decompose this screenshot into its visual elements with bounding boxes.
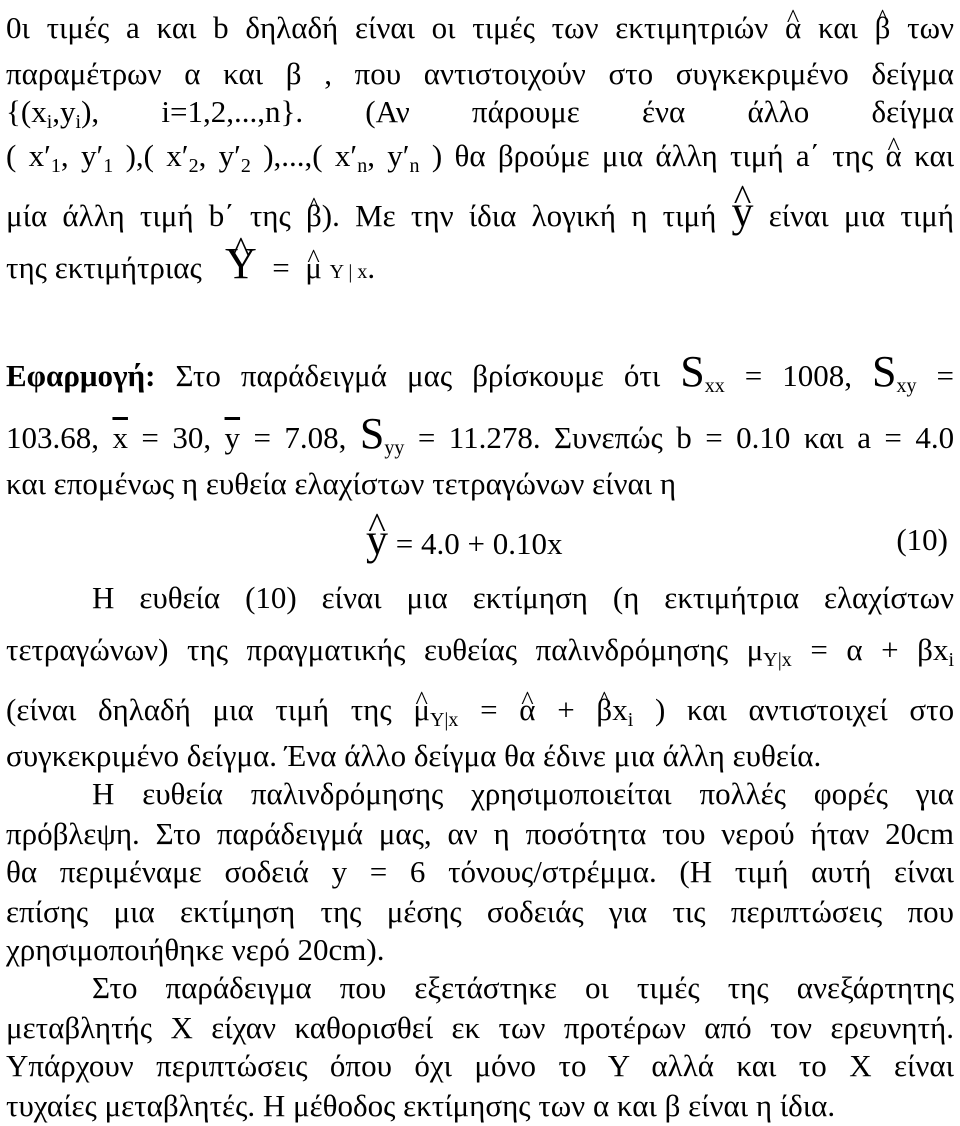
- alpha-hat: ^ α: [519, 690, 535, 730]
- line-17: θα περιμέναμε σοδειά y = 6 τόνους/στρέμμα. (Η τιμή αυτή είναι: [6, 854, 954, 889]
- y-hat: ^ y: [732, 192, 754, 232]
- beta-hat: ^ β: [596, 690, 612, 730]
- line-6: της εκτιμήτριας ^ Y = ^ μ Y | x.: [6, 244, 954, 292]
- Y-hat: ^ Y: [225, 244, 257, 284]
- line-3: {$(x_i,y_i)$, i=1,2,...,n}. (Αν πάρουμε ένα άλλο δείγμα: [6, 94, 954, 133]
- mu-hat: ^ μ: [305, 248, 322, 288]
- line-9: και επομένως η ευθεία ελαχίστων τετραγώνων είναι η: [6, 466, 677, 501]
- mu-hat: ^ μ: [413, 690, 430, 730]
- y-hat: ^ y: [366, 520, 388, 560]
- alpha-hat: ^ α: [785, 8, 801, 48]
- line-13: (είναι δηλαδή μια τιμή της ^ $\mu_{Y|x}$ = ^ α + ^ $\beta x_i$ ) και αντιστοιχεί στο: [6, 690, 954, 740]
- line-8: 103.68, $\overline{x} = 30$, $\overline{y} = 7.08$, $S_{yy} = 11.278$. Συνεπώς b = 0.10 και a = 4.0: [6, 409, 955, 459]
- line-1: 0ι τιμές a και b δηλαδή είναι οι τιμές των εκτιμητριών ^ α και ^ β των: [6, 8, 954, 48]
- line-22: Υπάρχουν περιπτώσεις όπου όχι μόνο το Υ αλλά και το Χ είναι: [6, 1048, 954, 1083]
- line-2: παραμέτρων α και β , που αντιστοιχούν στο συγκεκριμένο δείγμα: [6, 56, 954, 91]
- line-14: συγκεκριμένο δείγμα. Ένα άλλο δείγμα θα έδινε μια άλλη ευθεία.: [6, 738, 822, 773]
- line-19: χρησιμοποιήθηκε νερό 20cm).: [6, 932, 385, 967]
- alpha-hat: ^ α: [886, 136, 902, 176]
- section-label: Εφαρμογή:: [6, 358, 156, 393]
- line-16: πρόβλεψη. Στο παράδειγμά μας, αν η ποσότητα του νερού ήταν 20cm: [6, 816, 954, 851]
- beta-hat: ^ β: [306, 196, 322, 236]
- line-18: επίσης μια εκτίμηση της μέσης σοδειάς για τις περιπτώσεις που: [6, 894, 954, 929]
- equation-10: ^ y = 4.0 + 0.10x (10): [366, 520, 954, 564]
- line-7: Εφαρμογή: Στο παράδειγμά μας βρίσκουμε ότι $S_{xx} = 1008$, $S_{xy}$ =: [6, 347, 954, 397]
- line-20: Στο παράδειγμα που εξετάστηκε οι τιμές της ανεξάρτητης: [92, 970, 954, 1005]
- line-21: μεταβλητής Χ είχαν καθορισθεί εκ των προτέρων από τον ερευνητή.: [6, 1010, 954, 1045]
- beta-hat: ^ β: [875, 8, 891, 48]
- line-11: Η ευθεία (10) είναι μια εκτίμηση (η εκτιμήτρια ελαχίστων: [92, 580, 954, 615]
- line-23: τυχαίες μεταβλητές. Η μέθοδος εκτίμησης των α και β είναι η ίδια.: [6, 1088, 836, 1123]
- line-4: ( x ′ $_1$, y ′ $_1$ ),( x ′ $_2$, y ′ $_2$ ),...,( x ′ $_n$, y ′ $_n$ ) θα βρούμε μια άλλη τιμή a΄ της ^ α και: [6, 136, 954, 186]
- line-5: μία άλλη τιμή b΄ της ^ β). Με την ίδια λογική η τιμή ^ y είναι μια τιμή: [6, 192, 954, 236]
- line-15: Η ευθεία παλινδρόμησης χρησιμοποιείται πολλές φορές για: [92, 776, 954, 811]
- equation-number: (10): [896, 522, 948, 557]
- line-12: τετραγώνων) της πραγματικής ευθείας παλινδρόμησης $\mu_{Y|x} = \alpha + \beta x_i$: [6, 632, 955, 671]
